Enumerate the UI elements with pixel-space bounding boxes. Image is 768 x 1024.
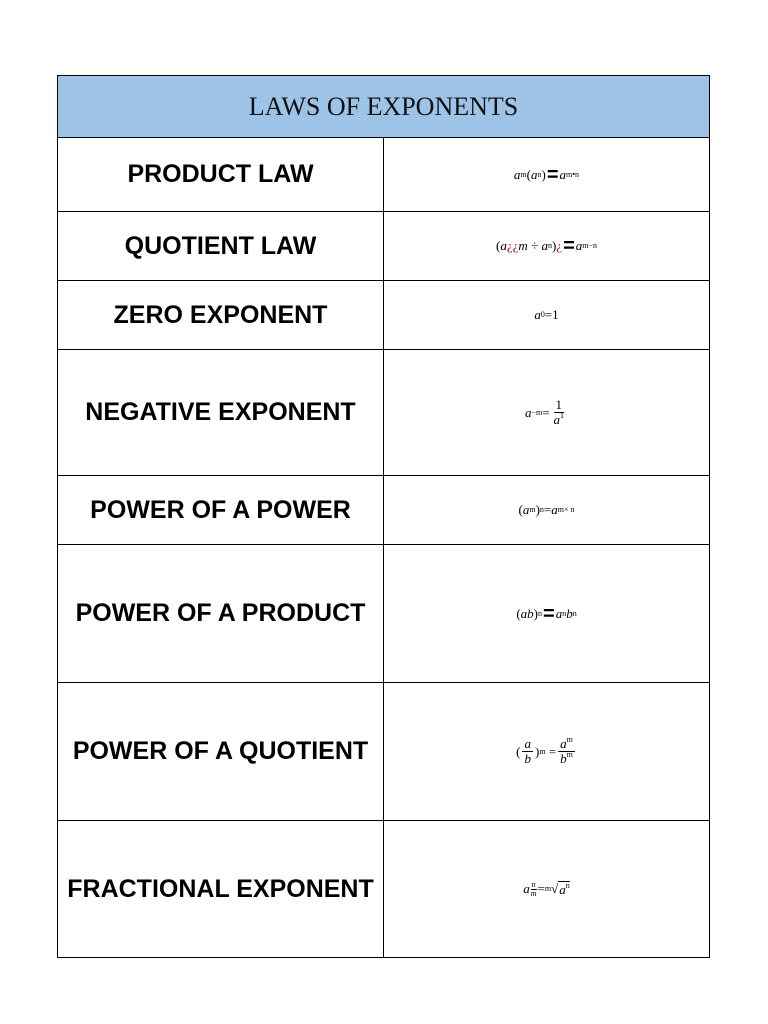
- law-name: PRODUCT LAW: [58, 138, 384, 211]
- laws-of-exponents-table: [57, 75, 710, 958]
- table-row: [58, 476, 709, 545]
- table-row: [58, 683, 709, 821]
- table-row: [58, 821, 709, 957]
- formula-power-of-a-product: ( a b ) n = a n b n: [516, 602, 577, 625]
- law-name: POWER OF A QUOTIENT: [58, 683, 384, 820]
- formula-fractional-exponent: a $\frac{n}{m}$ = m √ $a^n$: [523, 879, 570, 898]
- formula-quotient-law: ( a ¿ ¿ m ÷ a n ) ¿ = a m−n: [496, 235, 597, 257]
- law-name: NEGATIVE EXPONENT: [58, 350, 384, 475]
- table-row: [58, 138, 709, 212]
- law-name: FRACTIONAL EXPONENT: [58, 821, 384, 957]
- table-row: [58, 545, 709, 683]
- formula-product-law: a m ( a n ) = a m•n: [513, 163, 580, 186]
- formula-power-of-a-quotient: ( $\frac{a}{b}$ ) m = $\frac{a^m}{b^m}$: [516, 734, 573, 766]
- formula-negative-exponent: a −m = $\frac{1}{a^1}$: [524, 396, 565, 427]
- formula-zero-exponent: a 0 = 1: [534, 307, 559, 322]
- law-name: POWER OF A PRODUCT: [58, 545, 384, 682]
- law-name: POWER OF A POWER: [58, 476, 384, 544]
- table-title: LAWS OF EXPONENTS: [58, 76, 709, 138]
- table-row: [58, 350, 709, 476]
- law-name: QUOTIENT LAW: [58, 212, 384, 280]
- table-row: [58, 212, 709, 281]
- formula-power-of-a-power: ( a m ) n = a m× n: [518, 502, 575, 517]
- table-row: [58, 281, 709, 350]
- law-name: ZERO EXPONENT: [58, 281, 384, 349]
